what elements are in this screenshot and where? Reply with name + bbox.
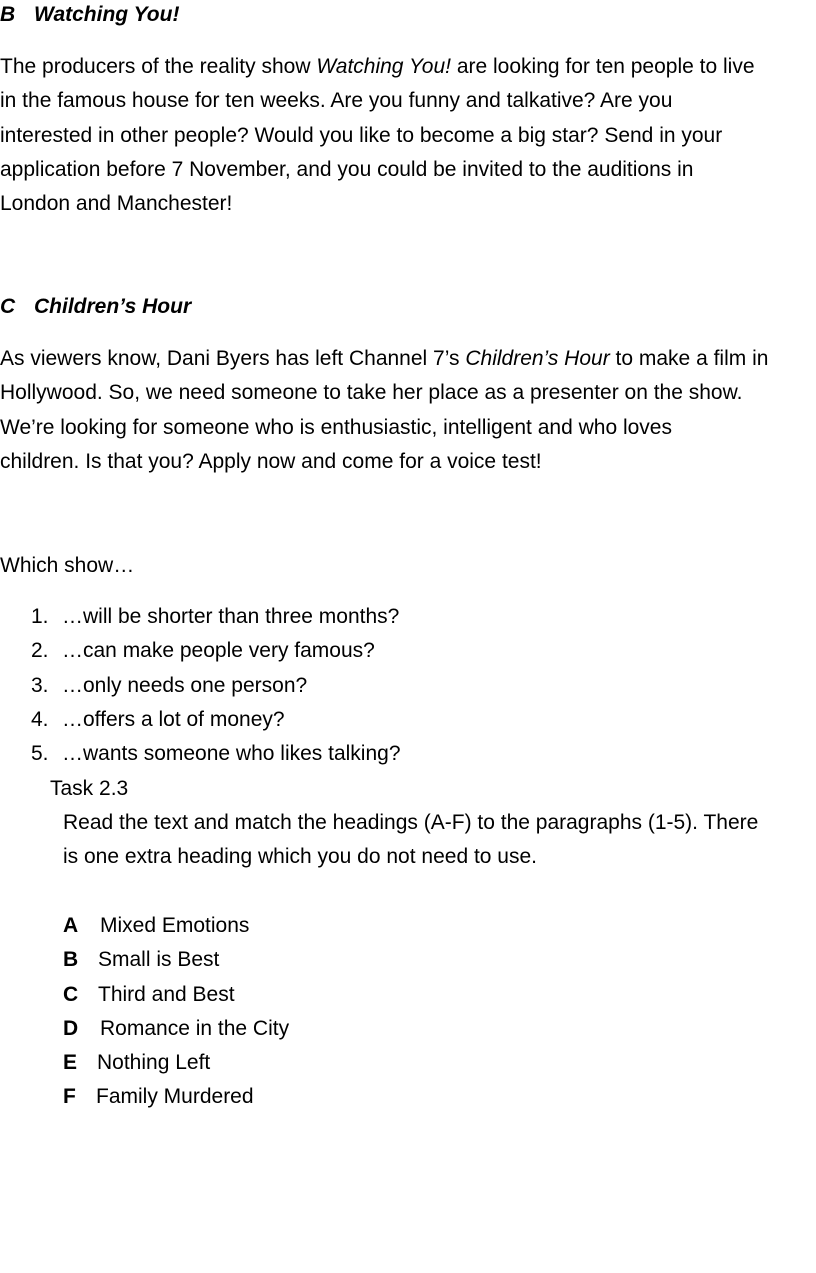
question-number: 1. [31,605,49,628]
section-b-title: Watching You! [34,3,180,26]
heading-option [63,943,289,977]
question-number: 5. [31,742,49,766]
heading-option-letter: F [63,1085,76,1109]
heading-option-text: Family Murdered [96,1085,254,1109]
heading-option [63,978,289,1012]
section-c-line: We’re looking for someone who is enthusiastic, intelligent and who loves [0,415,672,439]
question-list [0,600,401,771]
section-b-letter: B [0,3,16,26]
section-b-text: The producers of the reality show [0,55,317,78]
question-text: …only needs one person? [62,673,308,697]
task-label: Task 2.3 [50,777,129,800]
section-c-text: to make a film in [609,347,769,370]
section-c-line: Hollywood. So, we need someone to take her place as a presenter on the show. [0,381,743,405]
section-c-show-name: Children’s Hour [465,347,610,370]
heading-option [63,1080,289,1114]
section-c-line [0,342,768,376]
section-b-heading [0,0,179,32]
section-b-line: application before 7 November, and you could be invited to the auditions in [0,157,694,181]
question-item [0,669,401,703]
heading-option-letter: B [63,948,79,972]
section-b-line: interested in other people? Would you like to become a big star? Send in your [0,123,723,147]
question-item [0,634,401,668]
section-b-text: are looking for ten people to live [450,55,755,78]
heading-option-text: Nothing Left [97,1051,211,1075]
heading-options-list [63,909,289,1115]
heading-option [63,1046,289,1080]
heading-option-text: Third and Best [98,982,235,1006]
section-b-line [0,50,755,84]
heading-option-letter: A [63,914,79,937]
section-b-show-name: Watching You! [316,55,451,78]
question-text: …wants someone who likes talking? [62,742,401,766]
section-b-line: in the famous house for ten weeks. Are you funny and talkative? Are you [0,89,673,113]
question-number: 2. [31,639,49,663]
question-number: 3. [31,673,49,697]
question-number: 4. [31,707,49,731]
section-c-paragraph [0,342,768,479]
task-instructions [63,806,758,875]
section-c-text: As viewers know, Dani Byers has left Channel 7’s [0,347,466,370]
question-item [0,737,401,771]
question-text: …will be shorter than three months? [62,605,400,628]
heading-option [63,909,289,943]
heading-option-letter: D [63,1016,79,1040]
heading-option [63,1012,289,1046]
which-show-prompt: Which show… [0,554,135,577]
section-b-line: London and Manchester! [0,192,233,216]
heading-option-text: Mixed Emotions [100,914,250,937]
question-text: …offers a lot of money? [62,707,285,731]
section-b-paragraph [0,50,755,221]
section-c-title: Children’s Hour [34,295,192,318]
task-instruction-line: Read the text and match the headings (A-F) to the paragraphs (1-5). There [63,811,759,834]
heading-option-letter: C [63,982,79,1006]
heading-option-letter: E [63,1051,78,1075]
heading-option-text: Small is Best [98,948,220,972]
question-item [0,703,401,737]
question-text: …can make people very famous? [62,639,375,663]
section-c-heading [0,290,191,324]
question-item [0,600,401,634]
section-c-line: children. Is that you? Apply now and come for a voice test! [0,449,542,473]
heading-option-text: Romance in the City [100,1016,290,1040]
task-instruction-line: is one extra heading which you do not need to use. [63,845,537,869]
section-c-letter: C [0,295,16,318]
